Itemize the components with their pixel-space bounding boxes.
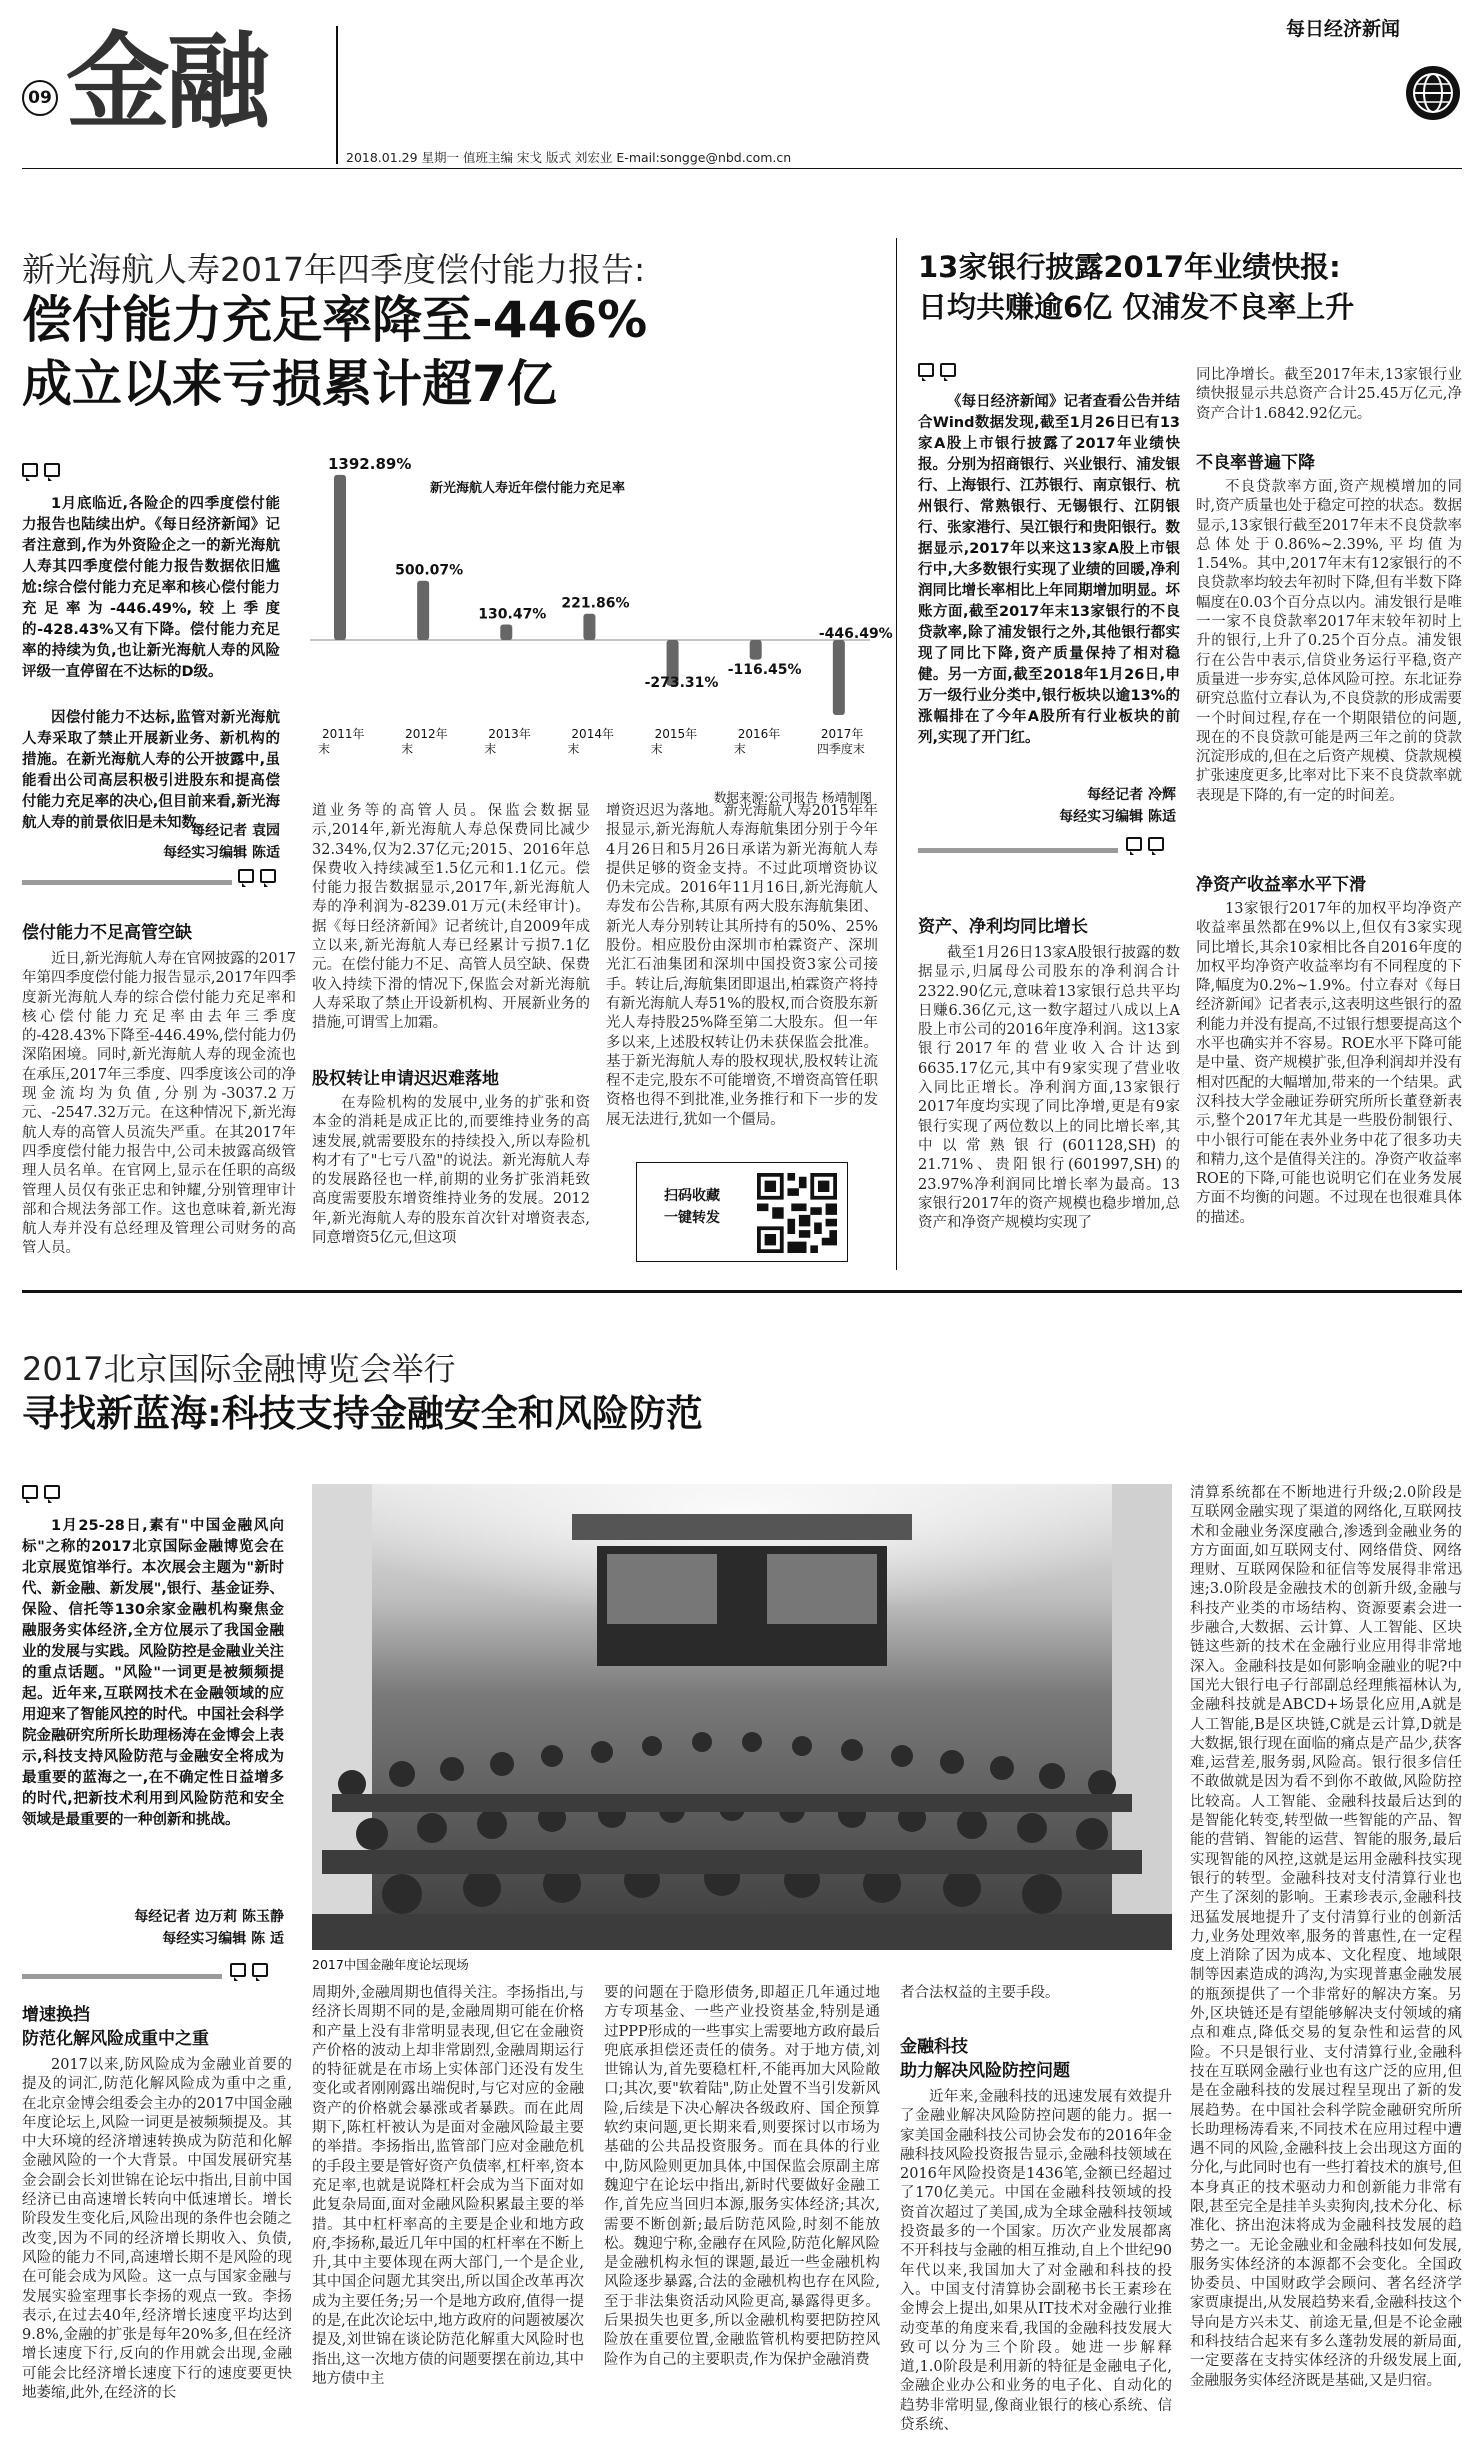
article3-body-col3: 要的问题在于隐形债务,即超正几年通过地方专项基金、一些产业投资基金,特别是通过PPP形成的一些事实上需要地方政府最后兜底承担偿还责任的债务。对于地方债,刘世锦认为,首先要稳杠杆,不能再加大风险敞口;其次,要"软着陆",防止处置不当引发新风险,后续是下决心解决各级政府、国企预算软约束问题,更长期来看,则要探讨以市场为基础的公共品投资服务。而在具体的行业中,防风险则更加具体,中国保监会原副主席魏迎宁在论坛中指出,新时代要做好金融工作,首先应当回归本源,服务实体经济;其次,需要不断创新;最后防范风险,时刻不能放松。魏迎宁称,金融存在风险,防范化解风险是金融机构永恒的课题,最近一些金融机构风险逐步暴露,合法的金融机构也存在风险,至于非法集资活动风险更高,暴露得更多。后果损失也更多,所以金融机构要把防控风险放在重要位置,金融监管机构要把防控风险作为自己的主要职责,作为保护金融消费: [604, 1985, 880, 2368]
article3-kicker: 2017北京国际金融博览会举行: [22, 1350, 456, 1388]
comment-icon: [238, 868, 282, 887]
article3-lead: 1月25-28日,素有"中国金融风向标"之称的2017北京国际金融博览会在北京展览馆举行。本次展会主题为"新时代、新金融、新发展",银行、基金证券、保险、信托等130余家金融机构聚焦金融服务实体经济,全方位展示了我国金融业的发展与实践。风险防控是金融业关注的重点话题。"风险"一词更是被频频提起。近年来,互联网技术在金融领域的应用迎来了智能风控的时代。中国社会科学院金融研究所所长助理杨涛在金博会上表示,科技支持风险防范与金融安全将成为最重要的蓝海之一,在不确定性日益增多的时代,把新技术利用到风险防范和安全领域是最重要的一种创新和挑战。: [22, 1518, 284, 1828]
article1-author: 每经记者 袁园: [191, 823, 280, 839]
chart-value-label: -273.31%: [644, 674, 719, 691]
article1-body-col2: 道业务等的高管人员。保监会数据显示,2014年,新光海航人寿总保费同比减少32.34%,仅为2.37亿元;2015、2016年总保费收入持续减至1.5亿元和1.1亿元。偿付能力报告数据显示,2017年,新光海航人寿的净利润为-8239.01万元(未经审计)。据《每日经济新闻》记者统计,自2009年成立以来,新光海航人寿已经累计亏损7.1亿元。在偿付能力不足、高管人员空缺、保费收入持续下滑的情况下,保监会对新光海航人寿采取了禁止开设新机构、开展新业务的措施,可谓雪上加霜。: [312, 803, 590, 1032]
comment-icon: [230, 1962, 274, 1981]
forum-photo: [312, 1484, 1172, 1950]
forum-photo-image: [312, 1484, 1172, 1950]
article3-subhead-1a: 增速换挡: [22, 2005, 90, 2025]
article2-body-col2b: 不良贷款率方面,资产规模增加的同时,资产质量也处于稳定可控的状态。数据显示,13家银行截至2017年末不良贷款率总体处于0.86%~2.39%,平均值为1.54%。其中,2017年末有12家银行的不良贷款率均较去年初时下降,但有半数下降幅度在0.03个百分点以内。浦发银行是唯一一家不良贷款率2017年末较年初时上升的银行,上升了0.25个百分点。浦发银行在公告中表示,信贷业务运行平稳,资产质量进一步夯实,总体风险可控。东北证券研究总监付立春认为,不良贷款的形成需要一个时间过程,存在一个期限错位的问题,现在的不良贷款可能是两三年之前的贷款沉淀形成的,但在之后资产规模、贷款规模扩张速度更多,比率对比下来不良贷款率就表现是下降的,有一定的时间差。: [1196, 479, 1462, 804]
comment-icon: [1126, 836, 1170, 855]
article3-author: 每经记者 边万莉 陈玉静: [134, 1909, 284, 1925]
section-title: 金融: [66, 21, 267, 143]
chart-value-label: 130.47%: [478, 606, 547, 623]
solvency-chart: [300, 454, 893, 784]
scan-label: 扫码收藏 一键转发: [664, 1188, 720, 1226]
chart-category-label: 2012年末: [401, 727, 448, 756]
divider-bar: [918, 848, 1118, 853]
chart-category-label: 2015年末: [650, 727, 698, 756]
article1-editor: 每经实习编辑 陈适: [163, 845, 280, 861]
article1-lead2: 因偿付能力不达标,监管对新光海航人寿采取了禁止开展新业务、新机构的措施。在新光海航人寿的公开披露中,虽能看出公司高层积极引进股东和提高偿付能力充足率的决心,但目前来看,新光海航人寿的前景依旧是未知数。: [22, 710, 280, 831]
article2-subhead-2: 不良率普遍下降: [1196, 453, 1315, 473]
chart-bar: [500, 625, 512, 640]
section-rule: [22, 1290, 1462, 1293]
article3-body-col4a: 者合法权益的主要手段。: [900, 1985, 1060, 2001]
chart-value-label: -116.45%: [727, 661, 802, 678]
article1-title-line2: 成立以来亏损累计超7亿: [22, 355, 557, 413]
article2-body-col1: 截至1月26日13家A股银行披露的数据显示,归属母公司股东的净利润合计2322.90亿元,意味着13家银行总共平均日赚6.36亿元,这一数字超过八成以上A股上市公司的2016年度净利润。这13家银行2017年的营业收入合计达到6635.17亿元,其中有9家实现了营业收入同比正增长。净利润方面,13家银行2017年度均实现了同比净增,更是有9家银行实现了两位数以上的同比增长率,其中以常熟银行(601128,SH)的21.71%、贵阳银行(601997,SH)的23.97%净利润同比增长率为最高。13家银行2017年的资产规模也稳步增加,总资产和净资产规模均实现了: [918, 945, 1180, 1232]
brand-name: 每日经济新闻: [1285, 18, 1400, 40]
chart-value-label: 1392.89%: [328, 454, 412, 473]
header-vertical-rule: [336, 26, 338, 164]
article2-body-col2a: 同比净增长。截至2017年末,13家银行业绩快报显示共总资产合计25.45万亿元,净资产合计1.6842.92亿元。: [1196, 367, 1462, 422]
comment-icon: [22, 462, 66, 481]
article2-subhead-3: 净资产收益率水平下滑: [1196, 875, 1366, 895]
article1-body-col2b: 在寿险机构的发展中,业务的扩张和资本金的消耗是成正比的,而要维持业务的高速发展,就需要股东的持续投入,所以寿险机构才有了"七亏八盈"的说法。新光海航人寿的发展路径也一样,前期的业务扩张消耗致高度需要股东增资维持业务的发展。2012年,新光海航人寿的股东首次针对增资表态,同意增资5亿元,但这项: [312, 1095, 590, 1247]
article1-title-line1: 偿付能力充足率降至-446%: [22, 291, 648, 349]
article1-body-col3: 增资迟迟为落地。新光海航人寿2015年年报显示,新光海航人寿海航集团分别于今年4月26日和5月26日承诺为新光海航人寿提供足够的资金支持。不过此项增资协议仍未完成。2016年11月16日,新光海航人寿发布公告称,其原有两大股东海航集团、新光人寿分别转让其所持有的50%、25%股份。相应股份由深圳市柏霖资产、深圳光汇石油集团和深圳中国投资3家公司接手。转让后,海航集团即退出,柏霖资产将持有新光海航人寿51%的股权,而合资股东新光人寿持股25%降至第二大股东。但一年多以来,上述股权转让仍未获保监会批准。基于新光海航人寿的股权现状,股权转让流程不走完,股东不可能增资,不增资高管任职资格也得不到批准,业务推行和下一步的发展无法进行,犹如一个僵局。: [606, 803, 878, 1128]
comment-icon: [918, 362, 962, 381]
article3-body-col1: 2017以来,防风险成为金融业首要的提及的词汇,防范化解风险成为重中之重,在北京金博会组委会主办的2017中国金融年度论坛上,风险一词更是被频频提及。其中大环境的经济增速转换成为防范和化解金融风险的一个大背景。中国发展研究基金会副会长刘世锦在论坛中指出,目前中国经济已由高速增长转向中低速增长。增长阶段发生变化后,风险出现的条件也会随之改变,因为不同的经济增长期收入、负债,风险的能力不同,高速增长期不是风险的现在可能会成为风险。这一点与国家金融与发展实验室理事长李扬的观点一致。李扬表示,在过去40年,经济增长速度平均达到9.8%,金融的扩张是每年20%多,但在经济增长速度下行,反向的作用就会出现,金融可能会比经济增长速度下行的速度要更快地萎缩,此外,在经济的长: [22, 2057, 292, 2402]
comment-icon: [22, 1484, 66, 1503]
chart-value-label: 500.07%: [395, 562, 464, 579]
article3-editor: 每经实习编辑 陈 适: [162, 1931, 284, 1947]
page-number: 09: [22, 80, 58, 116]
chart-category-label: 2014年末: [567, 727, 614, 756]
article3-body-col4b: 近年来,金融科技的迅速发展有效提升了金融业解决风险防控问题的能力。据一家美国金融科技公司协会发布的2016年金融科技风险投资报告显示,金融科技领域在2016年风险投资是1436笔,金额已经超过了170亿美元。中国在金融科技领域的投资首次超过了美国,成为全球金融科技领域投资最多的一个国家。历次产业发展都离不开科技与金融的相互推动,自上个世纪90年代以来,我国加大了对金融和科技的投入。中国支付清算协会副秘书长王素珍在金博会上提出,如果从IT技术对金融行业推动变革的角度来看,我国的金融科技发展大致可以分为三个阶段。她进一步解释道,1.0阶段是利用新的特征是金融电子化,金融企业办公和业务的电子化、自动化的趋势非常明显,像商业银行的核心系统、信贷系统、: [900, 2089, 1172, 2434]
article1-subhead-1: 偿付能力不足高管空缺: [22, 923, 192, 943]
article1-body-col1: 近日,新光海航人寿在官网披露的2017年第四季度偿付能力报告显示,2017年四季度新光海航人寿的综合偿付能力充足率和核心偿付能力充足率由去年三季度的-428.43%下降至-446.49%,偿付能力仍深陷困境。同时,新光海航人寿的现金流也在承压,2017年三季度、四季度该公司的净现金流均为负值,分别为-3037.2万元、-2547.32万元。在这种情况下,新光海航人寿的高管人员流失严重。在其2017年四季度偿付能力报告中,公司未披露高级管理人员名单。在官网上,显示在任职的高级管理人员仅有张正忠和钟耀,分别管理审计部和合规法务部工作。这也意味着,新光海航人寿并没有总经理及管理公司财务的高管人员。: [22, 951, 296, 1257]
chart-value-label: -446.49%: [818, 626, 893, 642]
article2-author: 每经记者 冷辉: [1087, 787, 1176, 803]
article1-kicker: 新光海航人寿2017年四季度偿付能力报告:: [22, 250, 646, 289]
article2-title-line2: 日均共赚逾6亿 仅浦发不良率上升: [918, 290, 1355, 324]
article3-subhead-1b: 防范化解风险成重中之重: [22, 2029, 209, 2049]
photo-caption: 2017中国金融年度论坛现场: [312, 1957, 469, 1972]
chart-category-label: 2013年末: [484, 727, 531, 756]
chart-bar: [833, 640, 845, 715]
chart-category-label: 2011年末: [318, 727, 365, 756]
dateline: 2018.01.29 星期一 值班主编 宋戈 版式 刘宏业 E-mail:songge@nbd.com.cn: [346, 150, 792, 165]
article1-subhead-2: 股权转让申请迟迟难落地: [312, 1069, 499, 1089]
article2-title-line1: 13家银行披露2017年业绩快报:: [918, 250, 1341, 284]
article3-title: 寻找新蓝海:科技支持金融安全和风险防范: [22, 1392, 703, 1435]
article3-body-col2: 周期外,金融周期也值得关注。李扬指出,与经济长周期不同的是,金融周期可能在价格和产量上没有非常明显表现,但它在金融资产价格的波动上却非常剧烈,金融周期运行的特征就是在市场上实体部门还没有发生变化或者刚刚露出端倪时,与它对应的金融资产的价格就会暴涨或者暴跌。而在此周期下,陈杠杆被认为是面对金融风险最主要的举措。李扬指出,监管部门应对金融危机的手段主要是管好资产负债率,杠杆率,资本充足率,也就是说降杠杆会成为当下面对如此复杂局面,面对金融风险积累最主要的举措。其中杠杆率高的主要是企业和地方政府,李扬称,最近几年中国的杠杆率在不断上升,其中主要体现在两大部门,一个是企业,其中国企问题尤其突出,所以国企改革再次成为主要任务;另一个是地方政府,值得一提的是,在此次论坛中,地方政府的问题被屡次提及,刘世锦在谈论防范化解重大风险时也指出,这一次地方债的问题要摆在前边,其中地方债中主: [312, 1985, 584, 2387]
chart-category-label: 2017年四季度末: [816, 727, 865, 756]
page-header: [0, 0, 1482, 165]
article2-lead: 《每日经济新闻》记者查看公告并结合Wind数据发现,截至1月26日已有13家A股上市银行披露了2017年业绩快报。分别为招商银行、兴业银行、浦发银行、上海银行、江苏银行、南京银行、杭州银行、常熟银行、无锡银行、江阴银行、张家港行、吴江银行和贵阳银行。数据显示,2017年以来这13家A股上市银行中,大多数银行实现了业绩的回暖,净利润同比增长率相比上年同期增加明显。坏账方面,截至2017年末13家银行的不良贷款率,除了浦发银行之外,其他银行都实现了同比下降,资产质量保持了相对稳健。另一方面,截至2018年1月26日,申万一级行业分类中,银行板块以逾13%的涨幅排在了今年A股所有行业板块的前列,实现了开门红。: [918, 394, 1180, 746]
article3-subhead-2b: 助力解决风险防控问题: [900, 2061, 1070, 2081]
qr-code-icon: [757, 1173, 837, 1253]
chart-value-label: 221.86%: [561, 595, 630, 612]
article2-body-col2c: 13家银行2017年的加权平均净资产收益率虽然都在9%以上,但仅有3家实现同比增长,其余10家相比各自2016年度的加权平均净资产收益率均有不同程度的下降,幅度为0.2%~1.9%。付立春对《每日经济新闻》记者表示,这表明这些银行的盈利能力并没有提高,不过银行想要提高这个水平也确实并不容易。ROE水平下降可能是中量、资产规模扩张,但净利润却并没有相对匹配的大幅增加,带来的一个结果。武汉科技大学金融证券研究所所长董登新表示,整个2017年尤其是一些股份制银行、中小银行可能在表外业务中花了很多功夫和精力,这个是值得关注的。净资产收益率ROE的下降,可能也说明它们在业务发展方面不均衡的问题。不过现在也很难具体的描述。: [1196, 901, 1462, 1226]
chart-bar: [583, 614, 595, 640]
globe-icon: [1406, 66, 1460, 120]
divider-bar: [22, 880, 232, 885]
header-rule: [22, 168, 1462, 169]
chart-source: 数据来源:公司报告 杨靖制图: [713, 790, 872, 805]
chart-category-label: 2016年末: [733, 727, 781, 756]
article3-subhead-2a: 金融科技: [900, 2037, 968, 2057]
chart-bar: [334, 475, 346, 640]
divider-bar: [22, 1974, 222, 1979]
article2-subhead-1: 资产、净利均同比增长: [918, 917, 1088, 937]
chart-title: 新光海航人寿近年偿付能力充足率: [430, 481, 626, 496]
article2-editor: 每经实习编辑 陈适: [1059, 809, 1176, 825]
article3-body-col5: 清算系统都在不断地进行升级;2.0阶段是互联网金融实现了渠道的网络化,互联网技术和金融业务深度融合,渗透到金融业务的方方面面,如互联网支付、网络借贷、网络理财、互联网保险和征信等发展得非常迅速;3.0阶段是金融技术的创新升级,金融与科技产业类的市场结构、资源要素会进一步融合,大数据、云计算、人工智能、区块链这些新的技术在金融行业应用得非常地深入。金融科技是如何影响金融业的呢?中国光大银行电子行部副总经理熊福林认为,金融科技就是ABCD+场景化应用,A就是人工智能,B是区块链,C就是云计算,D就是大数据,银行现在面临的痛点是产品少,获客难,运营差,服务弱,风险高。银行很多信任不敢做就是因为看不到你不敢做,风险防控比较高。人工智能、金融科技最后达到的是智能化转变,转型做一些智能的产品、智能的营销、智能的运营、智能的服务,最后实现智能的风控,这就是运用金融科技实现银行的转型。金融科技对支付清算行业也产生了深刻的影响。王素珍表示,金融科技迅猛发展地提升了支付清算行业的创新活力,业务处理效率,服务的普惠性,在一定程度上消除了因为成本、文化程度、地域限制等因素造成的鸿沟,为实现普惠金融发展的瓶颈提供了一个非常好的解决方案。另外,区块链还是有望能够解决支付领域的痛点和难点,降低交易的复杂性和运营的风险。不只是银行业、支付清算行业,金融科技在互联网金融行业也有这广泛的应用,但是在金融科技的发展过程呈现出了新的发展趋势。在中国社会科学院金融研究所所长助理杨涛看来,不同技术在应用过程中遭遇不同的风险,金融科技上会出现这方面的分化,与此同时也有一些打着技术的旗号,但本身真正的技术驱动力和创新能力非常有限,甚至完全是挂羊头卖狗肉,技术分化、标准化、挤出泡沫将成为金融科技发展的趋势之一。无论金融业和金融科技如何发展,服务实体经济的本源都不会变化。全国政协委员、中国财政学会顾问、著名经济学家贾康提出,从发展趋势来看,金融科技这个导向是方兴未艾、前途无量,但是不论金融和科技结合起来有多么蓬勃发展的新局面,一定要落在支持实体经济的升级发展上面,金融服务实体经济既是基础,又是归宿。: [1190, 1485, 1462, 2389]
chart-bar: [417, 581, 429, 640]
scan-box[interactable]: [636, 1162, 848, 1262]
chart-canvas: [300, 454, 893, 784]
column-divider: [896, 238, 897, 1270]
article1-lead: 1月底临近,各险企的四季度偿付能力报告也陆续出炉。《每日经济新闻》记者注意到,作为外资险企之一的新光海航人寿其四季度偿付能力报告数据依旧尴尬:综合偿付能力充足率和核心偿付能力充足率为-446.49%,较上季度的-428.43%又有下降。偿付能力充足率的持续为负,也让新光海航人寿的风险评级一直停留在不达标的D级。: [22, 496, 280, 680]
chart-bar: [750, 640, 762, 660]
